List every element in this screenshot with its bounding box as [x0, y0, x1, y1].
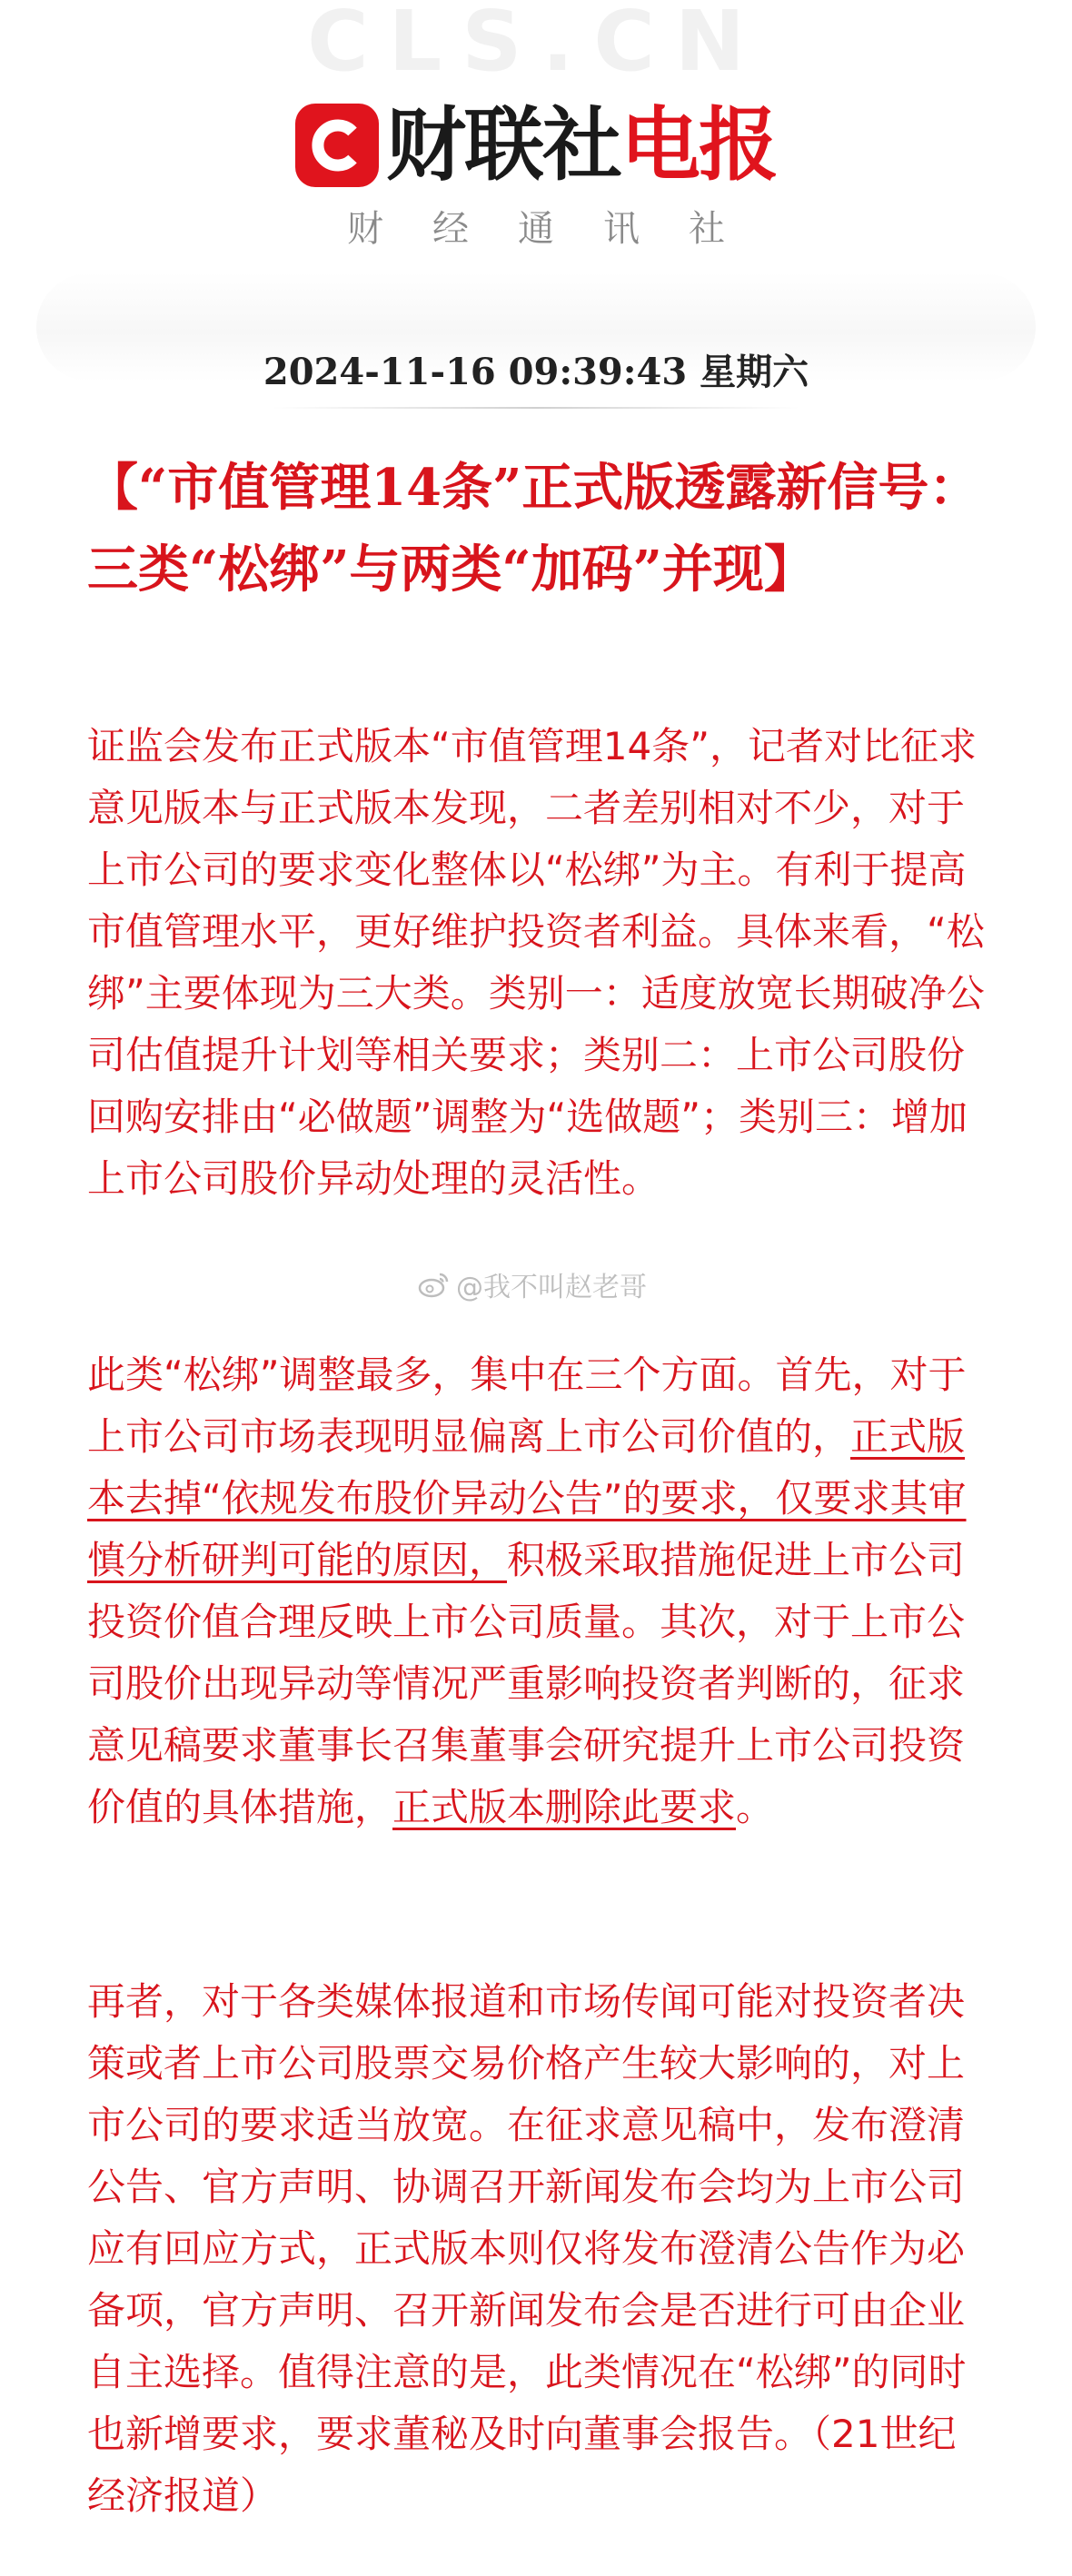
- brand-tagline: 财经通讯社: [347, 208, 774, 250]
- date-divider: [273, 407, 799, 409]
- cls-logo-icon: [295, 104, 379, 187]
- site-watermark: CLS.CN: [307, 0, 765, 90]
- paragraph-2-underline-1: 正式版本去掉“依规发布股价异动公告”的要求，仅要求其审慎分析研判可能的原因，: [87, 1414, 967, 1582]
- brand-name-highlight: 电报: [620, 98, 778, 192]
- paragraph-1: 证监会发布正式版本“市值管理14条”，记者对比征求意见版本与正式版本发现，二者差别相对不少，对于上市公司的要求变化整体以“松绑”为主。有利于提高市值管理水平，更好维护投资者利益。具体来看，“松绑”主要体现为三大类。类别一：适度放宽长期破净公司估值提升计划等相关要求；类别二：上市公司股份回购安排由“必做题”调整为“选做题”；类别三：增加上市公司股价异动处理的灵活性。: [87, 724, 985, 1201]
- paragraph-2-text-b: 积极采取措施促进上市公司投资价值合理反映上市公司质量。其次，对于上市公司股价出现异动等情况严重影响投资者判断的，征求意见稿要求董事长召集董事会研究提升上市公司投资价值的具体措施，: [87, 1538, 966, 1829]
- paragraph-2: [87, 1344, 987, 1838]
- weibo-icon: [418, 1271, 451, 1298]
- paragraph-2-underline-2: 正式版本删除此要求: [392, 1785, 737, 1829]
- weibo-handle: @我不叫赵老哥: [456, 1272, 647, 1303]
- brand-name: 财联社: [385, 98, 620, 192]
- paragraph-3: 再者，对于各类媒体报道和市场传闻可能对投资者决策或者上市公司股票交易价格产生较大影响的，对上市公司的要求适当放宽。在征求意见稿中，发布澄清公告、官方声明、协调召开新闻发布会均为上市公司应有回应方式，正式版本则仅将发布澄清公告作为必备项，官方声明、召开新闻发布会是否进行可由企业自主选择。值得注意的是，此类情况在“松绑”的同时也新增要求，要求董秘及时向董事会报告。（21世纪经济报道）: [87, 1979, 967, 2518]
- masthead: [0, 95, 1072, 195]
- paragraph-2-text-a: 此类“松绑”调整最多，集中在三个方面。首先，对于上市公司市场表现明显偏离上市公司价值的，: [87, 1352, 967, 1459]
- weibo-watermark: [418, 1264, 647, 1304]
- paragraph-2-text-c: 。: [736, 1785, 775, 1829]
- publish-datetime: 2024-11-16 09:39:43 星期六: [263, 351, 809, 393]
- headline: 【“市值管理14条”正式版透露新信号：三类“松绑”与两类“加码”并现】: [87, 458, 980, 599]
